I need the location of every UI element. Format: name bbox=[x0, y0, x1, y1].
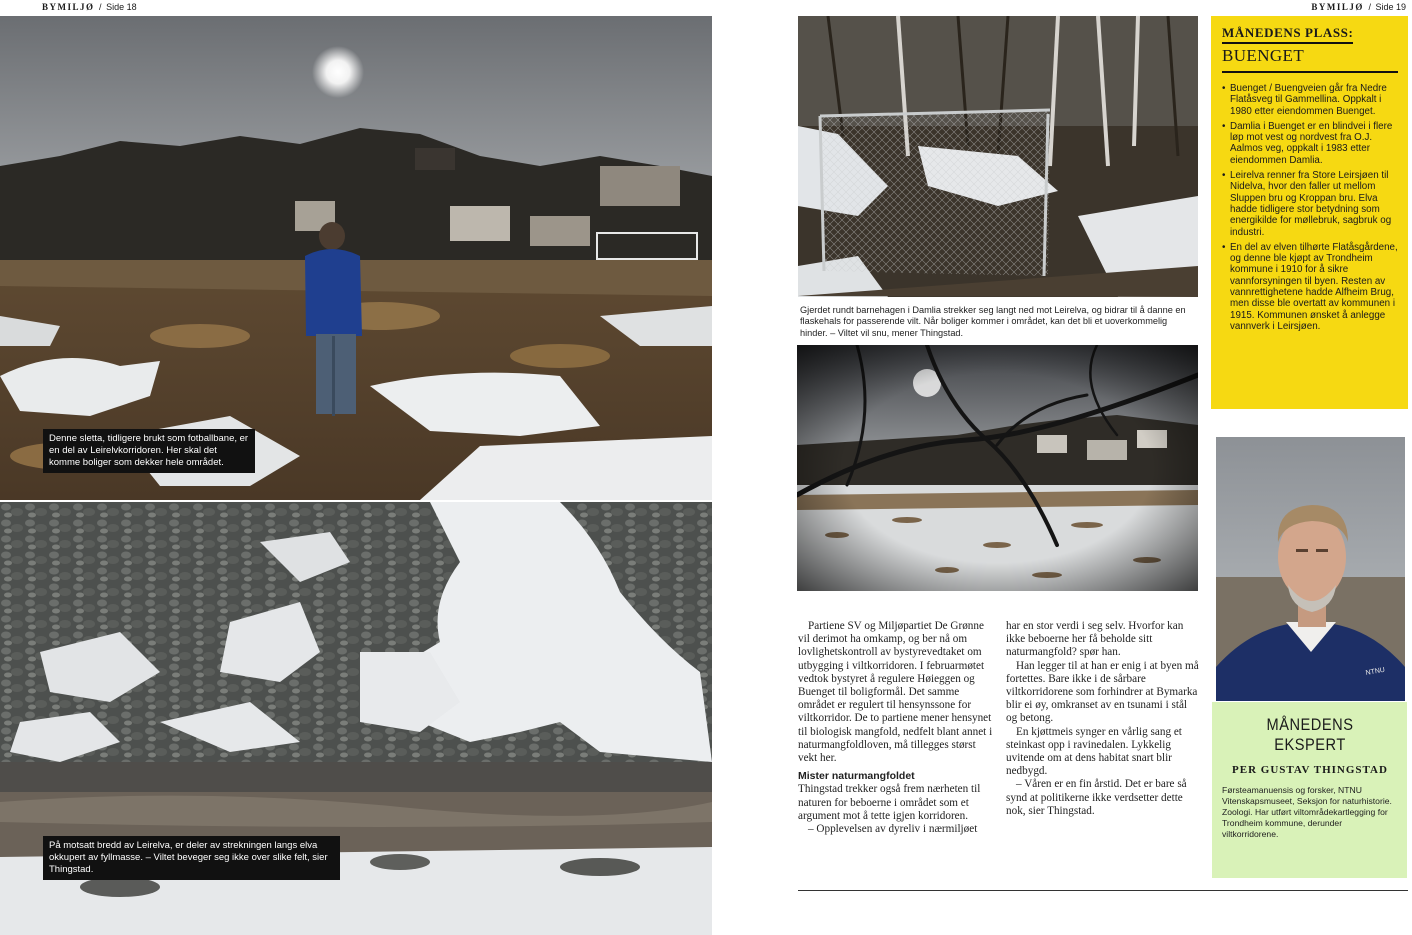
fact-box-kicker: MÅNEDENS PLASS: bbox=[1222, 25, 1353, 44]
field-photo bbox=[0, 16, 712, 500]
expert-portrait bbox=[1216, 437, 1405, 701]
fact-list-item: • Buenget / Buengveien går fra Nedre Flatåsveg til Gammellina. Oppkalt i 1980 etter eiendommen Buenget. bbox=[1222, 83, 1398, 117]
article-subheading: Mister naturmangfoldet bbox=[798, 770, 915, 783]
page-number: Side 18 bbox=[106, 2, 137, 12]
article-paragraph: En kjøttmeis synger en vårlig sang et steinkast opp i ravinedalen. Lykkelig uvitende om at dens habitat snart blir nedbygd. bbox=[1006, 725, 1182, 778]
fence-photo-caption: Gjerdet rundt barnehagen i Damlia strekker seg langt ned mot Leirelva, og bidrar til å danne en flaskehals for passerende vilt. Når boliger kommer i området, kan det bli et uoverkommelig hinder. – Viltet vil snu, mener Thingstad. bbox=[800, 305, 1186, 338]
article-paragraph: – Opplevelsen av dyreliv i nærmiljøet bbox=[808, 823, 978, 836]
header-separator: / bbox=[99, 2, 102, 12]
fact-list bbox=[1222, 83, 1398, 332]
expert-name: PER GUSTAV THINGSTAD bbox=[1232, 764, 1388, 776]
branch-photo bbox=[797, 345, 1198, 591]
article-paragraph: har en stor verdi i seg selv. Hvorfor kan ikke beboerne her få beholde sitt naturmangfold? spør han. bbox=[1006, 620, 1184, 659]
fact-list-item: • Leirelva renner fra Store Leirsjøen til Nidelva, hvor den faller ut mellom Sluppen bru og Kroppan bru. Elva hadde tidligere stor betydning som energikilde for møllebruk, sagbruk og industri. bbox=[1222, 170, 1398, 238]
page-header-right bbox=[1311, 0, 1406, 14]
article-column-2 bbox=[1006, 620, 1199, 818]
field-photo-caption: Denne sletta, tidligere brukt som fotballbane, er en del av Leirelvkorridoren. Her skal det komme boliger som dekker hele området. bbox=[43, 429, 255, 473]
expert-description: Førsteamanuensis og forsker, NTNU Vitenskapsmuseet, Seksjon for naturhistorie. Zoologi. Har utført viltområdekartlegging for Trondheim kommune, derunder viltkorridorene. bbox=[1222, 785, 1392, 839]
page-bottom-rule bbox=[798, 890, 1408, 891]
fact-box-title: BUENGET bbox=[1222, 46, 1398, 73]
page-header-left bbox=[42, 0, 137, 14]
article-paragraph: Han legger til at han er enig i at byen må fortettes. Bare ikke i de sårbare viltkorridorene som forhindrer at Bymarka blir ei øy, omkranset av en tsunami i stål og betong. bbox=[1006, 659, 1199, 725]
fence-photo bbox=[798, 16, 1198, 297]
page-number: Side 19 bbox=[1375, 2, 1406, 12]
riverbank-photo-caption: På motsatt bredd av Leirelva, er deler av strekningen langs elva okkupert av fyllmasse. – Viltet beveger seg ikke over slike felt, sier Thingstad. bbox=[43, 836, 340, 880]
article-paragraph: – Våren er en fin årstid. Det er bare så synd at politikerne ikke verdsetter dette nok, sier Thingstad. bbox=[1006, 778, 1187, 817]
fact-list-item: • En del av elven tilhørte Flatåsgårdene, og denne ble kjøpt av Trondheim kommune i 1910 for å sikre vannforsyningen til byen. Resten av vannrettighetene hadde Alfheim Brug, men disse ble overtatt av kommunen i 1915. Kommunen ønsket å anlegge vannverk i Leirsjøen. bbox=[1222, 242, 1398, 332]
expert-box bbox=[1212, 702, 1407, 878]
expert-box-title: MÅNEDENS EKSPERT bbox=[1266, 715, 1354, 754]
fact-box bbox=[1211, 16, 1408, 409]
article-paragraph: Thingstad trekker også frem nærheten til naturen for beboerne i området som et argument mot å tette igjen korridoren. bbox=[798, 783, 981, 822]
magazine-name: BYMILJØ bbox=[1311, 2, 1364, 12]
fact-list-item: • Damlia i Buenget er en blindvei i flere løp mot vest og nordvest fra O.J. Aalmos veg, oppkalt i 1983 etter eiendommen Damlia. bbox=[1222, 121, 1398, 166]
article-paragraph: Partiene SV og Miljøpartiet De Grønne vil derimot ha omkamp, og ber nå om lovlighetskontroll av bystyrevedtaket om utbygging i viltkorridoren. I februarmøtet vedtok bystyret å regulere Høieggen og Buenget til boligformål. Det samme området er regulert til hensynssone for viltkorridor. De to partiene mener hensynet til biologisk mangfold, nedfelt blant annet i naturmangfoldloven, må tillegges størst vekt her. bbox=[798, 620, 993, 765]
jacket-logo: NTNU bbox=[1365, 666, 1386, 677]
article-column-1 bbox=[798, 620, 994, 836]
header-separator: / bbox=[1368, 2, 1371, 12]
magazine-name: BYMILJØ bbox=[42, 2, 95, 12]
